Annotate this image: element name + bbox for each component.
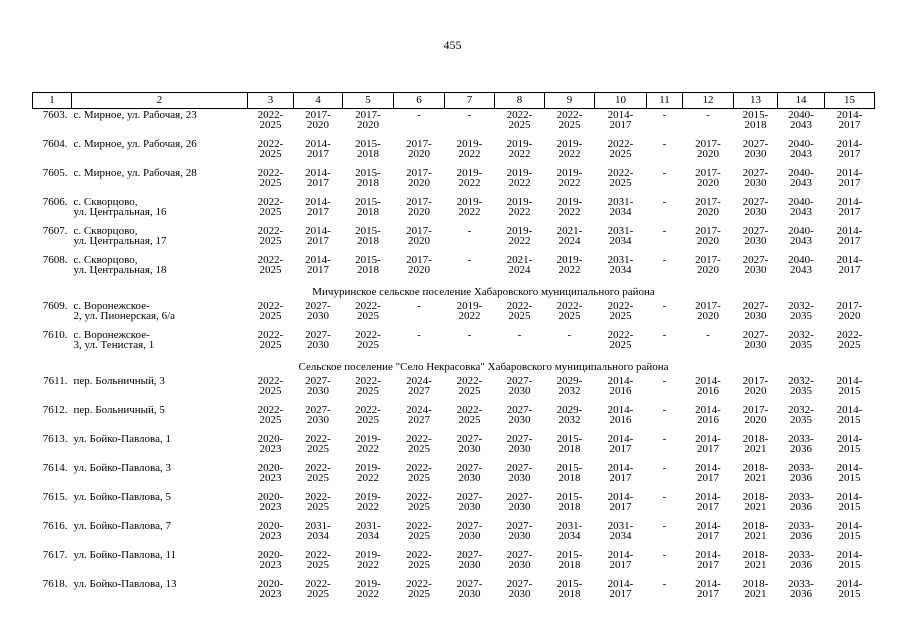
row-number: 7614. (42, 462, 68, 474)
period-cell: 2022- 2025 (305, 462, 331, 484)
period-cell: 2017- 2020 (695, 254, 721, 276)
period-cell: - (662, 138, 667, 150)
period-cell: 2018- 2021 (742, 578, 769, 600)
period-cell: 2022- 2025 (355, 375, 381, 397)
row-number: 7618. (42, 578, 68, 590)
period-cell: 2022- 2025 (257, 254, 284, 276)
period-cell: 2017- 2020 (406, 138, 432, 160)
table-row (33, 404, 875, 433)
period-cell: 2022- 2025 (355, 300, 381, 322)
table-row (33, 109, 875, 139)
table-row (33, 491, 875, 520)
period-cell: 2017- 2020 (695, 138, 721, 160)
period-cell: 2022- 2025 (556, 109, 583, 131)
period-cell: 2032- 2035 (788, 375, 814, 397)
period-cell: 2040- 2043 (788, 225, 814, 247)
address-cell: с. Скворцово, ул. Центральная, 17 (73, 225, 167, 247)
period-cell: 2027- 2030 (506, 578, 533, 600)
period-cell: 2015- 2018 (742, 109, 769, 131)
period-cell: 2017- 2020 (695, 196, 721, 218)
period-cell: 2033- 2036 (788, 578, 814, 600)
period-cell: 2027- 2030 (506, 404, 533, 426)
period-cell: 2017- 2020 (695, 225, 721, 247)
period-cell: 2022- 2025 (506, 300, 533, 322)
period-cell: 2027- 2030 (742, 167, 769, 189)
period-cell: 2015- 2018 (355, 254, 381, 276)
address-cell: ул. Бойко-Павлова, 11 (73, 549, 177, 561)
row-number: 7610. (42, 329, 68, 341)
period-cell: - (662, 549, 667, 561)
period-cell: 2022- 2025 (406, 520, 432, 542)
period-cell: 2014- 2017 (836, 254, 863, 276)
address-cell: с. Мирное, ул. Рабочая, 26 (73, 138, 197, 150)
table-row (33, 462, 875, 491)
period-cell: 2017- 2020 (355, 109, 381, 131)
table-row (33, 254, 875, 283)
period-cell: - (662, 491, 667, 503)
period-cell: 2014- 2015 (836, 375, 863, 397)
address-cell: с. Мирное, ул. Рабочая, 28 (73, 167, 197, 179)
period-cell: 2022- 2025 (406, 578, 432, 600)
period-cell: - (662, 578, 667, 590)
period-cell: - (662, 520, 667, 532)
period-cell: 2022- 2025 (305, 433, 331, 455)
period-cell: 2017- 2020 (695, 167, 721, 189)
period-cell: 2014- 2017 (836, 167, 863, 189)
period-cell: 2032- 2035 (788, 404, 814, 426)
period-cell: 2022- 2025 (257, 225, 284, 247)
period-cell: 2027- 2030 (456, 578, 483, 600)
period-cell: 2014- 2015 (836, 520, 863, 542)
period-cell: 2027- 2030 (742, 254, 769, 276)
period-cell: - (417, 300, 421, 312)
period-cell: 2019- 2022 (556, 254, 583, 276)
column-number: 13 (734, 93, 778, 109)
period-cell: 2014- 2017 (836, 109, 863, 131)
table-row (33, 520, 875, 549)
table-body (33, 93, 875, 608)
period-cell: 2021- 2024 (506, 254, 533, 276)
period-cell: 2017- 2020 (406, 254, 432, 276)
period-cell: - (662, 167, 667, 179)
section-heading: Мичуринское сельское поселение Хабаровского муниципального района (312, 285, 655, 298)
period-cell: 2027- 2030 (506, 462, 533, 484)
period-cell: 2014- 2017 (305, 254, 331, 276)
period-cell: 2014- 2015 (836, 578, 863, 600)
period-cell: 2014- 2016 (607, 404, 634, 426)
row-number: 7608. (42, 254, 68, 266)
period-cell: 2015- 2018 (355, 167, 381, 189)
period-cell: 2027- 2030 (456, 462, 483, 484)
period-cell: 2027- 2030 (456, 549, 483, 571)
address-cell: с. Воронежское- 2, ул. Пионерская, 6/а (73, 300, 176, 322)
period-cell: - (467, 329, 472, 341)
address-cell: пер. Больничный, 5 (73, 404, 165, 416)
period-cell: 2015- 2018 (556, 549, 583, 571)
period-cell: - (417, 109, 421, 121)
period-cell: 2017- 2020 (406, 167, 432, 189)
period-cell: 2022- 2025 (607, 138, 634, 160)
column-number: 4 (294, 93, 343, 109)
period-cell: 2014- 2017 (607, 433, 634, 455)
period-cell: 2022- 2025 (406, 549, 432, 571)
period-cell: 2032- 2035 (788, 300, 814, 322)
period-cell: 2024- 2027 (406, 404, 432, 426)
row-number: 7607. (42, 225, 68, 237)
period-cell: 2019- 2022 (506, 138, 533, 160)
period-cell: 2022- 2025 (257, 329, 284, 351)
period-cell: 2022- 2025 (257, 167, 284, 189)
column-number: 8 (495, 93, 545, 109)
period-cell: 2022- 2025 (305, 578, 331, 600)
period-cell: 2020- 2023 (257, 549, 284, 571)
period-cell: 2027- 2030 (506, 433, 533, 455)
period-cell: 2022- 2025 (305, 549, 331, 571)
address-cell: ул. Бойко-Павлова, 3 (73, 462, 171, 474)
period-cell: 2017- 2020 (406, 196, 432, 218)
period-cell: 2019- 2022 (355, 491, 381, 513)
period-cell: 2040- 2043 (788, 196, 814, 218)
column-number: 7 (445, 93, 495, 109)
period-cell: 2022- 2025 (355, 404, 381, 426)
table-row (33, 433, 875, 462)
period-cell: 2022- 2025 (305, 491, 331, 513)
column-number: 15 (825, 93, 875, 109)
table-row (33, 329, 875, 358)
period-cell: 2014- 2015 (836, 549, 863, 571)
period-cell: 2014- 2017 (305, 225, 331, 247)
period-cell: 2017- 2020 (695, 300, 721, 322)
period-cell: 2022- 2025 (257, 300, 284, 322)
period-cell: 2027- 2030 (305, 375, 331, 397)
period-cell: 2020- 2023 (257, 520, 284, 542)
period-cell: 2027- 2030 (456, 520, 483, 542)
table-row (33, 549, 875, 578)
period-cell: 2014- 2015 (836, 462, 863, 484)
period-cell: 2031- 2034 (607, 520, 634, 542)
period-cell: - (567, 329, 572, 341)
address-cell: ул. Бойко-Павлова, 7 (73, 520, 171, 532)
address-cell: с. Скворцово, ул. Центральная, 18 (73, 254, 167, 276)
column-number: 1 (33, 93, 72, 109)
period-cell: 2019- 2022 (556, 138, 583, 160)
period-cell: 2033- 2036 (788, 433, 814, 455)
period-cell: 2033- 2036 (788, 491, 814, 513)
period-cell: 2022- 2025 (257, 375, 284, 397)
table-row (33, 196, 875, 225)
row-number: 7603. (42, 109, 68, 121)
period-cell: 2022- 2025 (836, 329, 863, 351)
column-number: 3 (248, 93, 294, 109)
period-cell: 2014- 2017 (695, 549, 721, 571)
period-cell: - (662, 254, 667, 266)
period-cell: 2032- 2035 (788, 329, 814, 351)
period-cell: 2019- 2022 (506, 225, 533, 247)
period-cell: 2027- 2030 (456, 433, 483, 455)
period-cell: - (662, 404, 667, 416)
period-cell: - (662, 375, 667, 387)
row-number: 7611. (43, 375, 68, 387)
period-cell: 2015- 2018 (355, 225, 381, 247)
period-cell: 2027- 2030 (506, 491, 533, 513)
register-table (32, 92, 875, 607)
period-cell: 2014- 2017 (836, 196, 863, 218)
period-cell: 2027- 2030 (305, 300, 331, 322)
period-cell: 2022- 2025 (257, 138, 284, 160)
column-number: 2 (72, 93, 248, 109)
period-cell: 2015- 2018 (355, 138, 381, 160)
table-row (33, 138, 875, 167)
period-cell: 2019- 2022 (556, 167, 583, 189)
row-number: 7606. (42, 196, 68, 208)
period-cell: 2022- 2025 (506, 109, 533, 131)
period-cell: 2014- 2017 (695, 462, 721, 484)
period-cell: 2022- 2025 (406, 433, 432, 455)
period-cell: 2029- 2032 (556, 375, 583, 397)
period-cell: 2019- 2022 (506, 196, 533, 218)
period-cell: 2020- 2023 (257, 491, 284, 513)
address-cell: ул. Бойко-Павлова, 5 (73, 491, 171, 503)
period-cell: - (662, 462, 667, 474)
period-cell: 2015- 2018 (556, 491, 583, 513)
period-cell: 2040- 2043 (788, 167, 814, 189)
period-cell: 2040- 2043 (788, 109, 814, 131)
period-cell: - (662, 329, 667, 341)
period-cell: 2014- 2017 (695, 433, 721, 455)
period-cell: 2022- 2025 (456, 375, 483, 397)
period-cell: 2027- 2030 (506, 520, 533, 542)
period-cell: 2014- 2015 (836, 433, 863, 455)
period-cell: 2014- 2017 (305, 196, 331, 218)
period-cell: 2019- 2022 (355, 462, 381, 484)
period-cell: 2018- 2021 (742, 462, 769, 484)
period-cell: - (662, 109, 667, 121)
period-cell: 2040- 2043 (788, 254, 814, 276)
period-cell: 2019- 2022 (556, 196, 583, 218)
period-cell: 2027- 2030 (305, 404, 331, 426)
period-cell: 2015- 2018 (556, 433, 583, 455)
row-number: 7609. (42, 300, 68, 312)
column-number: 9 (545, 93, 595, 109)
table-row (33, 578, 875, 607)
period-cell: 2018- 2021 (742, 520, 769, 542)
period-cell: 2029- 2032 (556, 404, 583, 426)
period-cell: 2022- 2025 (607, 300, 634, 322)
period-cell: 2022- 2025 (456, 404, 483, 426)
period-cell: 2027- 2030 (742, 138, 769, 160)
table-row (33, 375, 875, 404)
period-cell: 2027- 2030 (305, 329, 331, 351)
period-cell: 2033- 2036 (788, 520, 814, 542)
period-cell: 2014- 2017 (305, 138, 331, 160)
period-cell: 2033- 2036 (788, 462, 814, 484)
period-cell: 2027- 2030 (506, 375, 533, 397)
period-cell: 2019- 2022 (456, 138, 483, 160)
period-cell: 2022- 2025 (607, 167, 634, 189)
period-cell: 2031- 2034 (305, 520, 331, 542)
section-heading: Сельское поселение "Село Некрасовка" Хабаровского муниципального района (298, 360, 669, 373)
address-cell: с. Воронежское- 3, ул. Тенистая, 1 (73, 329, 155, 351)
period-cell: 2027- 2030 (742, 225, 769, 247)
column-number: 14 (778, 93, 825, 109)
table-row (33, 300, 875, 329)
period-cell: 2024- 2027 (406, 375, 432, 397)
period-cell: 2014- 2017 (695, 578, 721, 600)
period-cell: 2022- 2025 (556, 300, 583, 322)
period-cell: 2014- 2017 (607, 578, 634, 600)
period-cell: 2021- 2024 (556, 225, 583, 247)
period-cell: 2027- 2030 (742, 300, 769, 322)
row-number: 7617. (42, 549, 68, 561)
period-cell: 2014- 2017 (695, 491, 721, 513)
period-cell: 2027- 2030 (742, 196, 769, 218)
period-cell: 2017- 2020 (742, 375, 769, 397)
column-number: 12 (683, 93, 734, 109)
row-number: 7613. (42, 433, 68, 445)
period-cell: 2022- 2025 (257, 404, 284, 426)
page-number: 455 (443, 38, 462, 52)
period-cell: 2014- 2017 (695, 520, 721, 542)
address-cell: с. Скворцово, ул. Центральная, 16 (73, 196, 167, 218)
period-cell: 2014- 2017 (607, 491, 634, 513)
address-cell: ул. Бойко-Павлова, 13 (73, 578, 177, 590)
period-cell: 2017- 2020 (836, 300, 863, 322)
period-cell: - (467, 254, 472, 266)
period-cell: 2019- 2022 (456, 196, 483, 218)
period-cell: 2022- 2025 (607, 329, 634, 351)
period-cell: 2020- 2023 (257, 433, 284, 455)
column-number: 10 (595, 93, 647, 109)
period-cell: 2022- 2025 (257, 109, 284, 131)
period-cell: 2027- 2030 (506, 549, 533, 571)
period-cell: 2018- 2021 (742, 491, 769, 513)
address-cell: пер. Больничный, 3 (73, 375, 165, 387)
period-cell: 2022- 2025 (406, 462, 432, 484)
period-cell: 2014- 2016 (695, 375, 721, 397)
period-cell: - (662, 196, 667, 208)
period-cell: 2019- 2022 (456, 300, 483, 322)
period-cell: 2033- 2036 (788, 549, 814, 571)
period-cell: 2027- 2030 (456, 491, 483, 513)
period-cell: 2031- 2034 (607, 254, 634, 276)
period-cell: 2022- 2025 (406, 491, 432, 513)
period-cell: 2014- 2016 (607, 375, 634, 397)
period-cell: 2019- 2022 (506, 167, 533, 189)
section-heading-row (33, 283, 875, 300)
period-cell: 2014- 2017 (836, 225, 863, 247)
column-number: 5 (343, 93, 394, 109)
period-cell: 2017- 2020 (305, 109, 331, 131)
section-heading-row (33, 358, 875, 375)
period-cell: 2031- 2034 (556, 520, 583, 542)
period-cell: 2019- 2022 (355, 549, 381, 571)
row-number: 7605. (42, 167, 68, 179)
column-number: 11 (647, 93, 683, 109)
period-cell: 2015- 2018 (355, 196, 381, 218)
period-cell: - (662, 225, 667, 237)
table-row (33, 167, 875, 196)
row-number: 7615. (42, 491, 68, 503)
period-cell: - (662, 300, 667, 312)
period-cell: 2031- 2034 (607, 196, 634, 218)
period-cell: 2022- 2025 (257, 196, 284, 218)
column-number: 6 (394, 93, 445, 109)
period-cell: - (662, 433, 667, 445)
period-cell: - (706, 109, 710, 121)
period-cell: 2015- 2018 (556, 462, 583, 484)
period-cell: 2019- 2022 (355, 578, 381, 600)
period-cell: 2017- 2020 (406, 225, 432, 247)
period-cell: 2018- 2021 (742, 433, 769, 455)
period-cell: 2031- 2034 (355, 520, 381, 542)
period-cell: 2014- 2017 (607, 462, 634, 484)
period-cell: 2020- 2023 (257, 462, 284, 484)
row-number: 7612. (42, 404, 68, 416)
address-cell: ул. Бойко-Павлова, 1 (73, 433, 171, 445)
period-cell: 2040- 2043 (788, 138, 814, 160)
period-cell: - (417, 329, 421, 341)
period-cell: 2020- 2023 (257, 578, 284, 600)
period-cell: 2014- 2017 (305, 167, 331, 189)
row-number: 7604. (42, 138, 68, 150)
period-cell: - (706, 329, 710, 341)
period-cell: 2014- 2015 (836, 404, 863, 426)
address-cell: с. Мирное, ул. Рабочая, 23 (73, 109, 197, 121)
period-cell: - (467, 225, 472, 237)
column-number-header (33, 93, 875, 109)
period-cell: 2018- 2021 (742, 549, 769, 571)
period-cell: 2014- 2017 (607, 109, 634, 131)
period-cell: - (467, 109, 472, 121)
period-cell: 2019- 2022 (456, 167, 483, 189)
period-cell: 2014- 2017 (836, 138, 863, 160)
row-number: 7616. (42, 520, 68, 532)
period-cell: 2022- 2025 (355, 329, 381, 351)
period-cell: 2014- 2015 (836, 491, 863, 513)
period-cell: 2019- 2022 (355, 433, 381, 455)
period-cell: 2014- 2016 (695, 404, 721, 426)
period-cell: 2027- 2030 (742, 329, 769, 351)
table-row (33, 225, 875, 254)
period-cell: 2015- 2018 (556, 578, 583, 600)
period-cell: - (517, 329, 522, 341)
period-cell: 2014- 2017 (607, 549, 634, 571)
period-cell: 2017- 2020 (742, 404, 769, 426)
period-cell: 2031- 2034 (607, 225, 634, 247)
